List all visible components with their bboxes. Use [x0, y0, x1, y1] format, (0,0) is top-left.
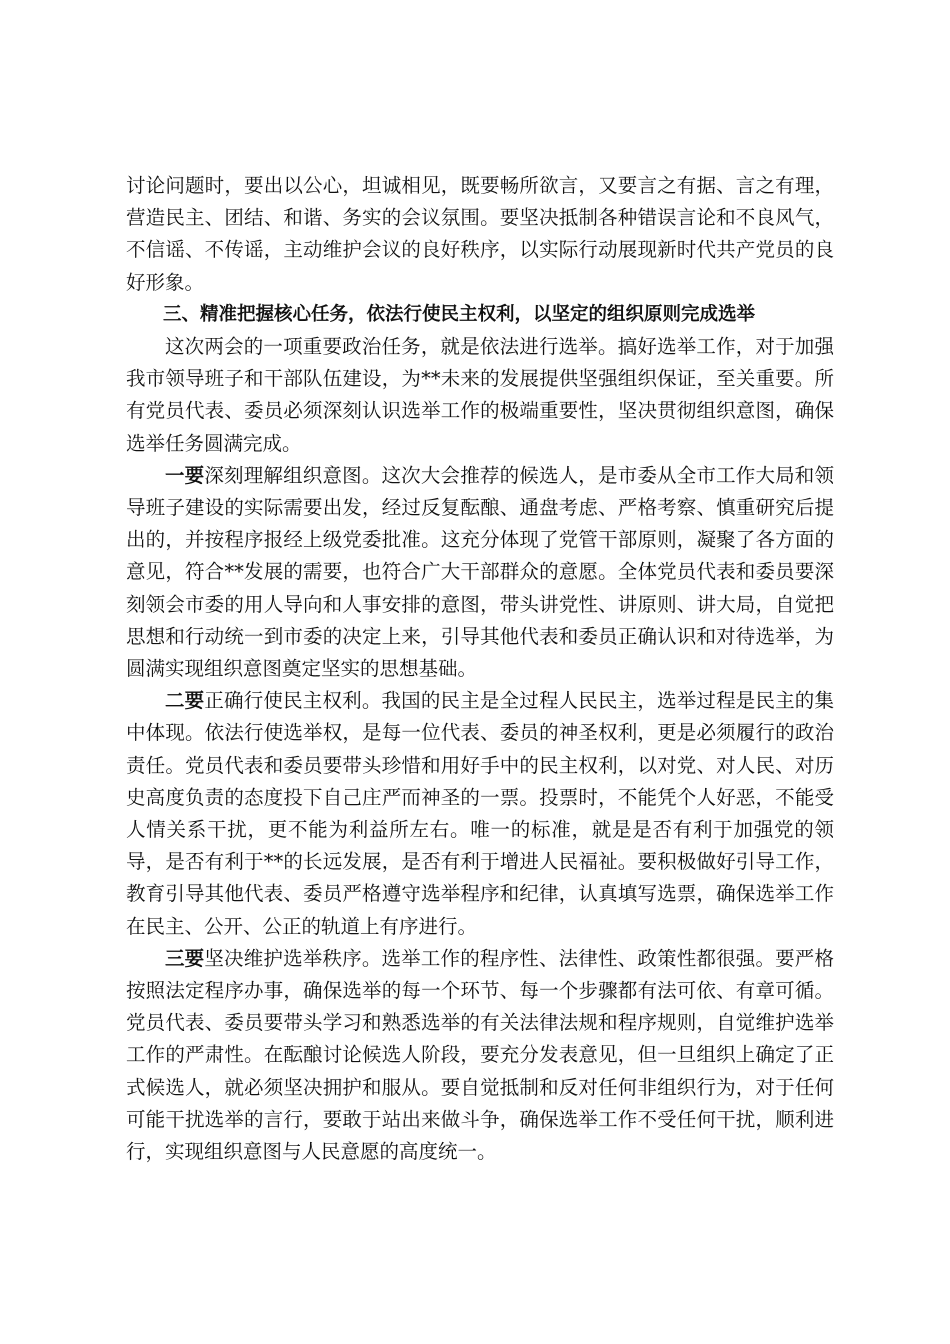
- paragraph-text: 正确行使民主权利。我国的民主是全过程人民民主，选举过程是民主的集中体现。依法行使选举权，是每一位代表、委员的神圣权利，更是必须履行的政治责任。党员代表和委员要带头珍惜和用好手中的民主权利，以对党、对人民、对历史高度负责的态度投下自己庄严而神圣的一票。投票时，不能凭个人好恶，不能受人情关系干扰，更不能为利益所左右。唯一的标准，就是是否有利于加强党的领导，是否有利于**的长远发展，是否有利于增进人民福祉。要积极做好引导工作，教育引导其他代表、委员严格遵守选举程序和纪律，认真填写选票，确保选举工作在民主、公开、公正的轨道上有序进行。: [126, 689, 834, 938]
- paragraph-point-1: [126, 460, 834, 685]
- paragraph-continuation: [126, 170, 834, 299]
- paragraph-text: 讨论问题时，要出以公心，坦诚相见，既要畅所欲言，又要言之有据、言之有理，营造民主、团结、和谐、务实的会议氛围。要坚决抵制各种错误言论和不良风气，不信谣、不传谣，主动维护会议的良好秩序，以实际行动展现新时代共产党员的良好形象。: [126, 174, 834, 294]
- paragraph-text: 这次两会的一项重要政治任务，就是依法进行选举。搞好选举工作，对于加强我市领导班子和干部队伍建设，为**未来的发展提供坚强组织保证，至关重要。所有党员代表、委员必须深刻认识选举工作的极端重要性，坚决贯彻组织意图，确保选举任务圆满完成。: [126, 335, 834, 455]
- document-page: [126, 170, 834, 1168]
- paragraph-intro: [126, 331, 834, 460]
- paragraph-text: 深刻理解组织意图。这次大会推荐的候选人，是市委从全市工作大局和领导班子建设的实际需要出发，经过反复酝酿、通盘考虑、严格考察、慎重研究后提出的，并按程序报经上级党委批准。这充分体现了党管干部原则，凝聚了各方面的意见，符合**发展的需要，也符合广大干部群众的意愿。全体党员代表和委员要深刻领会市委的用人导向和人事安排的意图，带头讲党性、讲原则、讲大局，自觉把思想和行动统一到市委的决定上来，引导其他代表和委员正确认识和对待选举，为圆满实现组织意图奠定坚实的思想基础。: [126, 463, 834, 681]
- paragraph-lead: 三要: [165, 946, 205, 970]
- paragraph-point-3: [126, 943, 834, 1168]
- paragraph-point-2: [126, 685, 834, 943]
- section-heading-text: 三、精准把握核心任务，依法行使民主权利，以坚定的组织原则完成选举: [163, 303, 756, 325]
- paragraph-lead: 一要: [165, 463, 205, 487]
- section-heading: [126, 299, 834, 331]
- paragraph-lead: 二要: [165, 689, 205, 713]
- paragraph-text: 坚决维护选举秩序。选举工作的程序性、法律性、政策性都很强。要严格按照法定程序办事，确保选举的每一个环节、每一个步骤都有法可依、有章可循。党员代表、委员要带头学习和熟悉选举的有关法律法规和程序规则，自觉维护选举工作的严肃性。在酝酿讨论候选人阶段，要充分发表意见，但一旦组织上确定了正式候选人，就必须坚决拥护和服从。要自觉抵制和反对任何非组织行为，对于任何可能干扰选举的言行，要敢于站出来做斗争，确保选举工作不受任何干扰，顺利进行，实现组织意图与人民意愿的高度统一。: [126, 946, 834, 1164]
